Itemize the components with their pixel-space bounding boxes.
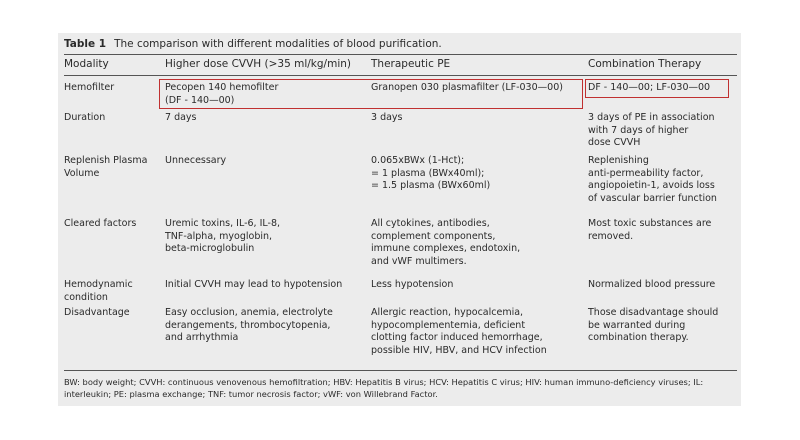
table-title [64,38,442,50]
cell-hemofilter-combo: DF - 140—00; LF-030—00 [588,82,711,93]
header-rule [64,75,737,76]
cell-hemodynamic-cvvh: Initial CVVH may lead to hypotension [165,279,343,290]
row-label-hemofilter: Hemofilter [64,82,115,93]
cell-hemofilter-cvvh: Pecopen 140 hemofilter (DF - 140—00) [165,82,279,106]
cell-duration-cvvh: 7 days [165,112,197,123]
bottom-rule [64,370,737,371]
table-number: Table 1 [64,38,107,50]
top-rule [64,54,737,55]
highlight-box-left [159,79,583,109]
header-modality: Modality [64,58,109,70]
header-combination: Combination Therapy [588,58,702,70]
cell-hemofilter-pe: Granopen 030 plasmafilter (LF-030—00) [371,82,563,93]
cell-duration-combo: 3 days of PE in association with 7 days of higher dose CVVH [588,112,715,148]
row-label-cleared: Cleared factors [64,218,137,229]
cell-replenish-cvvh: Unnecessary [165,155,227,166]
cell-replenish-combo: Replenishing anti-permeability factor, angiopoietin-1, avoids loss of vascular barrier function [588,155,717,204]
cell-duration-pe: 3 days [371,112,403,123]
cell-hemodynamic-combo: Normalized blood pressure [588,279,716,290]
cell-disadvantage-cvvh: Easy occlusion, anemia, electrolyte derangements, thrombocytopenia, and arrhythmia [165,307,333,343]
header-cvvh: Higher dose CVVH (>35 ml/kg/min) [165,58,351,70]
cell-cleared-combo: Most toxic substances are removed. [588,218,712,242]
row-label-hemodynamic: Hemodynamic condition [64,279,133,303]
header-pe: Therapeutic PE [371,58,451,70]
table-footnote: BW: body weight; CVVH: continuous venovenous hemofiltration; HBV: Hepatitis B virus; HCV: Hepatitis C virus; HIV: human immuno-deficiency viruses; IL: interleukin; PE: plasma exchange; TNF: tumor necrosis factor; vWF: von Willebrand Factor. [64,377,704,399]
cell-cleared-pe: All cytokines, antibodies, complement components, immune complexes, endotoxin, and vWF multimers. [371,218,521,267]
row-label-replenish: Replenish Plasma Volume [64,155,148,179]
row-label-disadvantage: Disadvantage [64,307,130,318]
cell-cleared-cvvh: Uremic toxins, IL-6, IL-8, TNF-alpha, myoglobin, beta-microglobulin [165,218,281,254]
cell-replenish-pe: 0.065xBWx (1-Hct); = 1 plasma (BWx40ml); = 1.5 plasma (BWx60ml) [371,155,491,191]
row-label-duration: Duration [64,112,106,123]
highlight-box-right [585,79,729,98]
cell-hemodynamic-pe: Less hypotension [371,279,454,290]
table-caption: The comparison with different modalities of blood purification. [114,38,442,50]
cell-disadvantage-pe: Allergic reaction, hypocalcemia, hypocomplementemia, deficient clotting factor induced hemorrhage, possible HIV, HBV, and HCV infection [371,307,547,356]
cell-disadvantage-combo: Those disadvantage should be warranted during combination therapy. [588,307,719,343]
